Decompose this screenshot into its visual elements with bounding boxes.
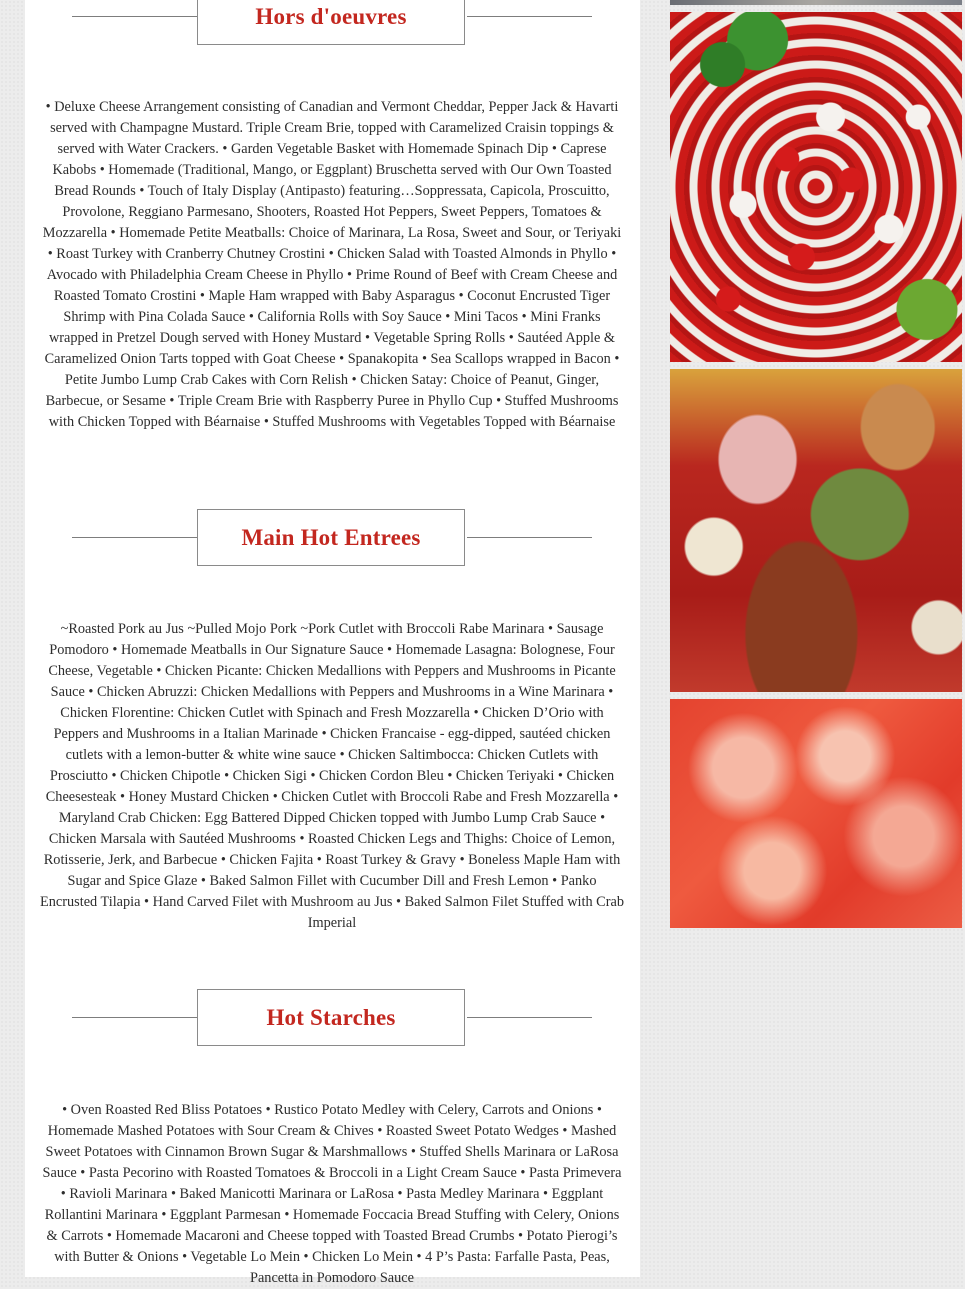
section-title: Hors d'oeuvres [255, 3, 407, 29]
gallery-photo-caprese[interactable] [670, 12, 962, 362]
section-items-hot-starches: • Oven Roasted Red Bliss Potatoes • Rustico Potato Medley with Celery, Carrots and Onions • Homemade Mashed Potatoes with Sour Cream & Chives • Roasted Sweet Potato Wedges • Mashed Sweet Potatoes with Cinnamon Brown Sugar & Marshmallows • Stuffed Shells Marinara or LaRosa Sauce • Pasta Pecorino with Roasted Tomatoes & Broccoli in a Light Cream Sauce • Pasta Primevera • Ravioli Marinara • Baked Manicotti Marinara or LaRosa • Pasta Medley Marinara • Eggplant Rollantini Marinara • Eggplant Parmesan • Homemade Foccacia Bread Stuffing with Celery, Onions & Carrots • Homemade Macaroni and Cheese topped with Toasted Bread Crumbs • Potato Pierogi’s with Butter & Onions • Vegetable Lo Mein • Chicken Lo Mein • 4 P’s Pasta: Farfalle Pasta, Peas, Pancetta in Pomodoro Sauce [42, 1102, 622, 1286]
section-title: Hot Starches [266, 1004, 396, 1030]
gallery-photo-loading[interactable] [670, 699, 962, 928]
section-title: Main Hot Entrees [241, 524, 421, 550]
section-items-main-hot-entrees: ~Roasted Pork au Jus ~Pulled Mojo Pork ~Pork Cutlet with Broccoli Rabe Marinara • Sausage Pomodoro • Homemade Meatballs in Our Signature Sauce • Homemade Lasagna: Bolognese, Four Cheese, Vegetable • Chicken Picante: Chicken Medallions with Peppers and Mushrooms in Picante Sauce • Chicken Abruzzi: Chicken Medallions with Peppers and Mushrooms in a Wine Marinara • Chicken Florentine: Chicken Cutlet with Spinach and Fresh Mozzarella • Chicken D’Orio with Peppers and Mushrooms in a Italian Marinade • Chicken Francaise - egg-dipped, sautéed chicken cutlets with a lemon-butter & white wine sauce • Chicken Saltimbocca: Chicken Cutlets with Prosciutto • Chicken Chipotle • Chicken Sigi • Chicken Cordon Bleu • Chicken Teriyaki • Chicken Cheesesteak • Honey Mustard Chicken • Chicken Cutlet with Broccoli Rabe and Fresh Mozzarella • Maryland Crab Chicken: Egg Battered Dipped Chicken topped with Jumbo Lump Crab Sauce • Chicken Marsala with Sautéed Mushrooms • Roasted Chicken Legs and Thighs: Choice of Lemon, Rotisserie, Jerk, and Barbecue • Chicken Fajita • Roast Turkey & Gravy • Boneless Maple Ham with Sugar and Spice Glaze • Baked Salmon Fillet with Cucumber Dill and Fresh Lemon • Panko Encrusted Tilapia • Hand Carved Filet with Mushroom au Jus • Baked Salmon Filet Stuffed with Crab Imperial [40, 621, 624, 931]
heading-divider-left [72, 1017, 197, 1018]
section-heading-hot-starches [72, 989, 592, 1047]
section-heading-hors-doeuvres [72, 0, 592, 46]
heading-divider-right [467, 537, 592, 538]
heading-divider-left [72, 16, 197, 17]
heading-box [197, 989, 465, 1046]
heading-divider-right [467, 1017, 592, 1018]
heading-divider-right [467, 16, 592, 17]
heading-box [197, 509, 465, 566]
heading-box [197, 0, 465, 45]
gallery-photo-buffet[interactable] [670, 369, 962, 692]
heading-divider-left [72, 537, 197, 538]
section-items-hors-doeuvres: • Deluxe Cheese Arrangement consisting of Canadian and Vermont Cheddar, Pepper Jack & Havarti served with Champagne Mustard. Triple Cream Brie, topped with Caramelized Craisin toppings & served with Water Crackers. • Garden Vegetable Basket with Homemade Spinach Dip • Caprese Kabobs • Homemade (Traditional, Mango, or Eggplant) Bruschetta served with Our Own Toasted Bread Rounds • Touch of Italy Display (Antipasto) featuring…Soppressata, Capicola, Proscuitto, Provolone, Reggiano Parmesano, Shooters, Roasted Hot Peppers, Sweet Peppers, Tomatoes & Mozzarella • Homemade Petite Meatballs: Choice of Marinara, La Rosa, Sweet and Sour, or Teriyaki • Roast Turkey with Cranberry Chutney Crostini • Chicken Salad with Toasted Almonds in Phyllo • Avocado with Philadelphia Cream Cheese in Phyllo • Prime Round of Beef with Cream Cheese and Roasted Tomato Crostini • Maple Ham wrapped with Baby Asparagus • Coconut Encrusted Tiger Shrimp with Pina Colada Sauce • California Rolls with Soy Sauce • Mini Tacos • Mini Franks wrapped in Pretzel Dough served with Honey Mustard • Vegetable Spring Rolls • Sautéed Apple & Caramelized Onion Tarts topped with Goat Cheese • Spanakopita • Sea Scallops wrapped in Bacon • Petite Jumbo Lump Crab Cakes with Corn Relish • Chicken Satay: Choice of Peanut, Ginger, Barbecue, or Sesame • Triple Cream Brie with Raspberry Puree in Phyllo Cup • Stuffed Mushrooms with Chicken Topped with Béarnaise • Stuffed Mushrooms with Vegetables Topped with Béarnaise [42, 99, 622, 430]
section-heading-main-hot-entrees [72, 509, 592, 567]
gallery-photo-partial[interactable] [670, 0, 962, 5]
